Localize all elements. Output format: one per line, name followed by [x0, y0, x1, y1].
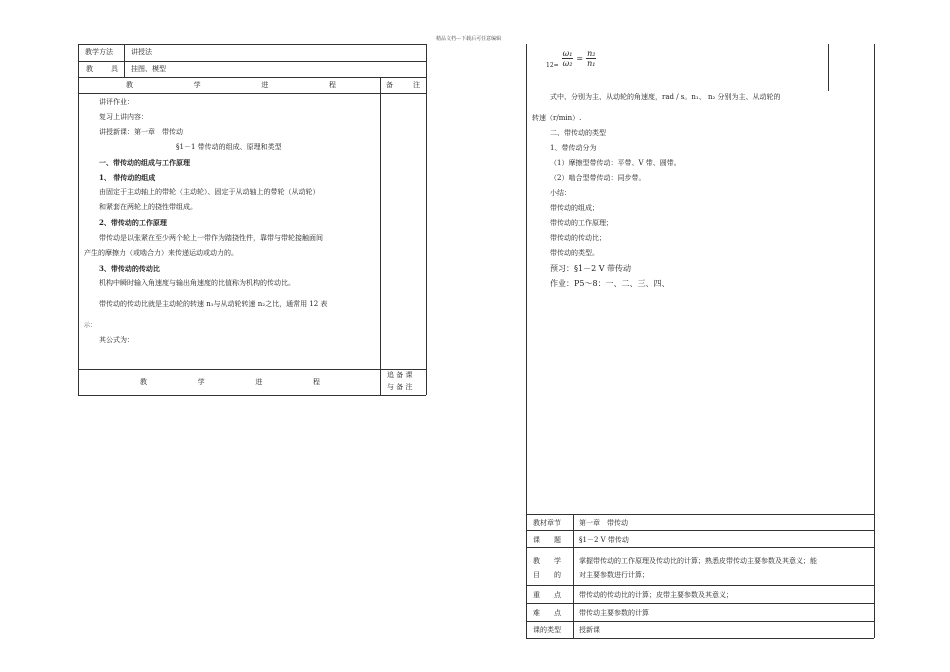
footer-remark-2: 与 备 注	[387, 383, 413, 391]
lesson-line: 示：	[84, 322, 97, 329]
lesson-line: 带传动是以张紧在至少两个轮上一带作为踏挠性件，靠带与带轮接触面间	[99, 234, 323, 242]
table-value: 带传动主要参数的计算	[579, 609, 649, 617]
tools-label: 教 具	[86, 65, 118, 73]
text-line: 带传动的工作原理；	[550, 219, 613, 227]
text-line: 1、带传动分为	[550, 144, 597, 152]
speed-fraction: $\frac{\text{n₂}}{\text{n₁}}$	[587, 49, 596, 68]
table-value: §1－2 V 带传动	[579, 536, 629, 544]
text-line: 转速（r/min）.	[532, 114, 582, 122]
text-line: 带传动的传动比；	[550, 234, 606, 242]
header-note: 精品文档---下载后可任意编辑	[436, 36, 502, 42]
subheading: 2、带传动的工作原理	[99, 218, 167, 227]
text-line: 小结：	[550, 189, 571, 197]
text-line: 带传动的组成；	[550, 204, 599, 212]
lesson-line: 复习上讲内容：	[99, 113, 148, 121]
text-line: 式中、分别为主、从动轮的角速度，rad / s。n₁、 n₂ 分别为主、从动轮的	[550, 93, 781, 101]
ratio-formula: 12= $\frac{\text{ω₁}}{\text{ω₂}}$ = $\frac{\text{n₂}}{\text{n₁}}$	[546, 49, 596, 69]
table-value: 掌握带传动的工作原理及传动比的计算；熟悉皮带传动主要参数及其意义；能	[579, 557, 817, 565]
text-line: 预习：§1－2 V 带传动	[550, 264, 632, 273]
footer-progress: 教 学 进 程	[140, 378, 320, 386]
footer-remark-1: 追 备 课	[387, 371, 413, 379]
table-label: 课的类型	[533, 626, 561, 634]
omega-fraction: $\frac{\text{ω₁}}{\text{ω₂}}$	[562, 49, 573, 68]
remark-header: 备 注	[386, 81, 420, 89]
table-label: 教材章节	[533, 519, 561, 527]
table-label: 教 学	[533, 557, 561, 565]
lesson-line: 讲评作业：	[99, 98, 134, 106]
table-label: 目 的	[533, 571, 561, 579]
heading: 一、带传动的组成与工作原理	[99, 158, 190, 167]
lesson-line: 其公式为：	[99, 336, 134, 344]
section-title: §1－1 带传动的组成、原理和类型	[176, 143, 282, 151]
tools-value: 挂图、模型	[131, 65, 166, 73]
text-line: 作业：P5～8：一、二、三、四、	[550, 279, 670, 288]
lesson-line: 由固定于主动轴上的带轮（主动轮）、固定于从动轴上的带轮（从动轮）	[99, 188, 320, 196]
table-label: 重 点	[533, 591, 561, 599]
text-line: 带传动的类型。	[550, 249, 599, 257]
method-label: 教学方法	[85, 48, 113, 56]
subheading: 1、 带传动的组成	[99, 173, 156, 182]
subheading: 3、带传动的传动比	[99, 264, 160, 273]
table-label: 课 题	[533, 536, 561, 544]
table-label: 难 点	[533, 609, 561, 617]
table-value: 第一章 带传动	[579, 519, 628, 527]
text-line: （2）啮合型带传动：同步带。	[550, 174, 646, 182]
table-value: 带传动的传动比的计算；皮带主要参数及其意义；	[579, 591, 733, 599]
lesson-line: 和紧套在两轮上的挠性带组成。	[99, 203, 197, 211]
method-value: 讲授法	[131, 48, 152, 56]
progress-header: 教 学 进 程	[126, 81, 336, 89]
table-value: 授新课	[579, 626, 600, 634]
lesson-line: 带传动的传动比就是主动轮的转速 n₁与从动轮转速 n₂之比，通常用 12 表	[99, 300, 328, 308]
lesson-line: 机构中瞬时输入角速度与输出角速度的比值称为机构的传动比。	[99, 279, 295, 287]
text-line: （1）摩擦型带传动：平带、V 带、圆带。	[550, 159, 681, 167]
table-value: 对主要参数进行计算；	[579, 571, 649, 579]
lesson-line: 讲授新课：第一章 带传动	[99, 128, 183, 136]
text-line: 二、带传动的类型	[550, 129, 606, 137]
lesson-line: 产生的摩擦力（或啮合力）来传递运动或动力的。	[84, 249, 238, 257]
